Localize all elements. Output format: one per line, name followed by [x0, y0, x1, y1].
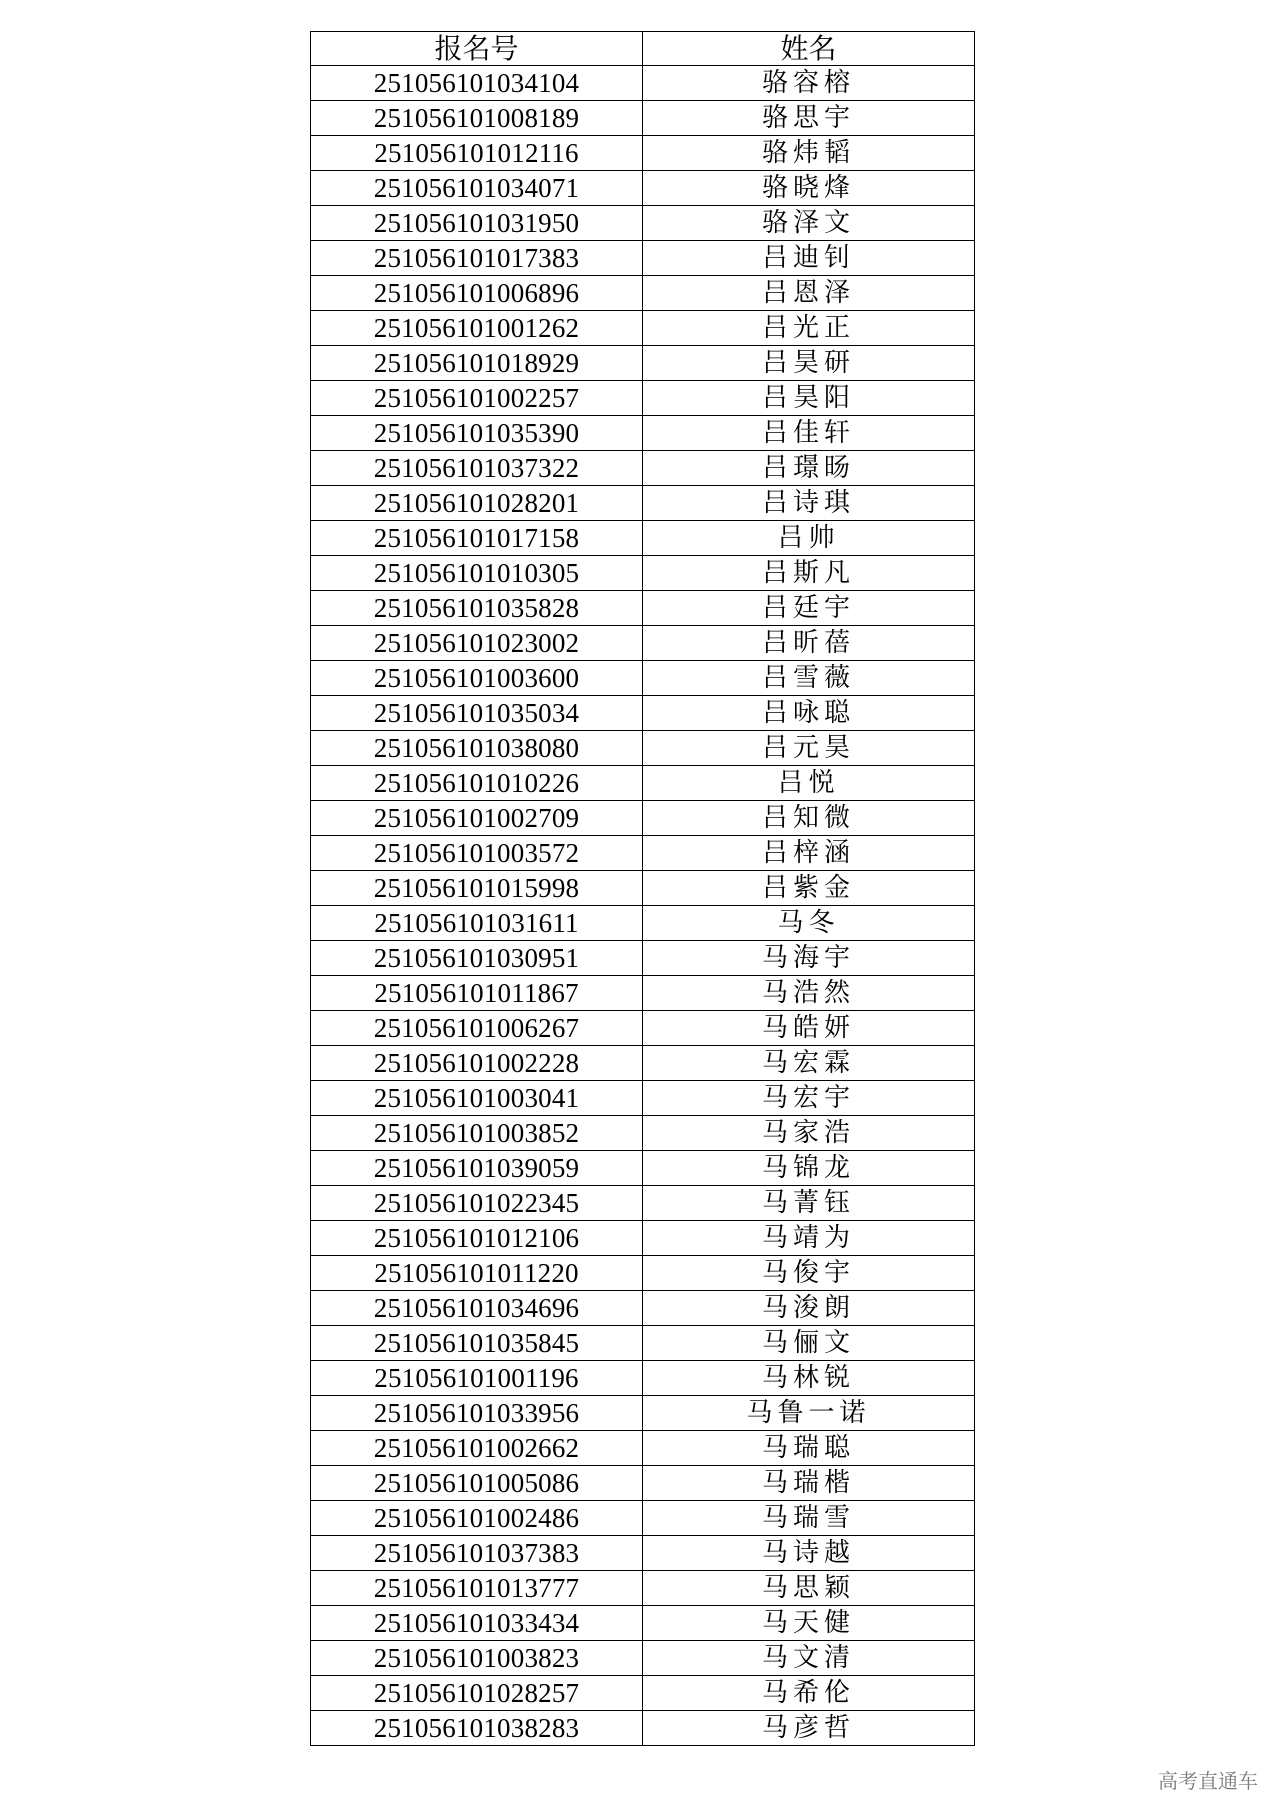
registration-number-cell: 251056101033434	[311, 1606, 643, 1641]
name-cell: 骆思宇	[643, 101, 975, 136]
table-row	[311, 1641, 975, 1676]
table-row	[311, 171, 975, 206]
table-row	[311, 836, 975, 871]
watermark: 高考直通车	[1158, 1769, 1258, 1793]
registration-number-cell: 251056101028257	[311, 1676, 643, 1711]
name-cell: 吕璟旸	[643, 451, 975, 486]
registration-number-cell: 251056101011220	[311, 1256, 643, 1291]
table-row	[311, 311, 975, 346]
name-cell: 马宏霖	[643, 1046, 975, 1081]
registration-number-cell: 251056101035845	[311, 1326, 643, 1361]
table-row	[311, 1676, 975, 1711]
registration-number-cell: 251056101023002	[311, 626, 643, 661]
name-cell: 吕恩泽	[643, 276, 975, 311]
table-header	[311, 32, 975, 66]
table-row	[311, 696, 975, 731]
name-cell: 马家浩	[643, 1116, 975, 1151]
registration-number-cell: 251056101011867	[311, 976, 643, 1011]
registration-number-cell: 251056101012106	[311, 1221, 643, 1256]
registration-number-cell: 251056101002662	[311, 1431, 643, 1466]
table-row	[311, 1116, 975, 1151]
name-cell: 骆容榕	[643, 66, 975, 101]
registration-number-cell: 251056101034696	[311, 1291, 643, 1326]
registration-number-cell: 251056101035034	[311, 696, 643, 731]
registration-number-cell: 251056101038080	[311, 731, 643, 766]
registration-number-cell: 251056101003041	[311, 1081, 643, 1116]
name-cell: 吕雪薇	[643, 661, 975, 696]
table-row	[311, 486, 975, 521]
table-row	[311, 1396, 975, 1431]
table-row	[311, 276, 975, 311]
table-row	[311, 136, 975, 171]
registration-number-cell: 251056101037322	[311, 451, 643, 486]
table-row	[311, 731, 975, 766]
registration-number-cell: 251056101002257	[311, 381, 643, 416]
table-row	[311, 1606, 975, 1641]
name-cell: 吕诗琪	[643, 486, 975, 521]
table-row	[311, 801, 975, 836]
table-row	[311, 1221, 975, 1256]
registration-number-cell: 251056101001196	[311, 1361, 643, 1396]
name-cell: 骆泽文	[643, 206, 975, 241]
registration-number-cell: 251056101031611	[311, 906, 643, 941]
registration-number-cell: 251056101037383	[311, 1536, 643, 1571]
table-body	[311, 66, 975, 1746]
name-cell: 吕佳轩	[643, 416, 975, 451]
registration-number-cell: 251056101035390	[311, 416, 643, 451]
name-cell: 马浚朗	[643, 1291, 975, 1326]
name-cell: 骆晓烽	[643, 171, 975, 206]
name-cell: 吕昊研	[643, 346, 975, 381]
name-cell: 马诗越	[643, 1536, 975, 1571]
name-cell: 吕悦	[643, 766, 975, 801]
registration-number-cell: 251056101034104	[311, 66, 643, 101]
registration-number-cell: 251056101001262	[311, 311, 643, 346]
name-cell: 吕咏聪	[643, 696, 975, 731]
name-cell: 吕帅	[643, 521, 975, 556]
header-registration-number: 报名号	[311, 32, 643, 66]
registration-number-cell: 251056101017383	[311, 241, 643, 276]
registration-number-cell: 251056101013777	[311, 1571, 643, 1606]
name-cell: 马皓妍	[643, 1011, 975, 1046]
registration-number-cell: 251056101002709	[311, 801, 643, 836]
registration-number-cell: 251056101003852	[311, 1116, 643, 1151]
registration-number-cell: 251056101038283	[311, 1711, 643, 1746]
name-cell: 马鲁一诺	[643, 1396, 975, 1431]
header-row	[311, 32, 975, 66]
registration-number-cell: 251056101010226	[311, 766, 643, 801]
registration-number-cell: 251056101034071	[311, 171, 643, 206]
table-row	[311, 1291, 975, 1326]
name-cell: 吕梓涵	[643, 836, 975, 871]
table-row	[311, 1501, 975, 1536]
name-cell: 马冬	[643, 906, 975, 941]
name-cell: 马瑞雪	[643, 1501, 975, 1536]
table-row	[311, 556, 975, 591]
registration-number-cell: 251056101003600	[311, 661, 643, 696]
registration-number-cell: 251056101006896	[311, 276, 643, 311]
table-row	[311, 381, 975, 416]
name-cell: 马菁钰	[643, 1186, 975, 1221]
name-cell: 吕知微	[643, 801, 975, 836]
table-row	[311, 1011, 975, 1046]
name-cell: 马锦龙	[643, 1151, 975, 1186]
name-cell: 吕廷宇	[643, 591, 975, 626]
table-row	[311, 626, 975, 661]
table-row	[311, 766, 975, 801]
table-row	[311, 871, 975, 906]
name-cell: 马天健	[643, 1606, 975, 1641]
name-cell: 吕迪钊	[643, 241, 975, 276]
roster-table	[310, 31, 975, 1746]
name-cell: 吕光正	[643, 311, 975, 346]
registration-number-cell: 251056101035828	[311, 591, 643, 626]
table-row	[311, 1571, 975, 1606]
registration-number-cell: 251056101006267	[311, 1011, 643, 1046]
table-row	[311, 346, 975, 381]
name-cell: 马希伦	[643, 1676, 975, 1711]
name-cell: 马文清	[643, 1641, 975, 1676]
table-row	[311, 521, 975, 556]
registration-number-cell: 251056101008189	[311, 101, 643, 136]
table-row	[311, 1431, 975, 1466]
name-cell: 吕紫金	[643, 871, 975, 906]
name-cell: 吕昊阳	[643, 381, 975, 416]
name-cell: 马靖为	[643, 1221, 975, 1256]
table-row	[311, 1536, 975, 1571]
table-row	[311, 1186, 975, 1221]
table-row	[311, 1711, 975, 1746]
registration-number-cell: 251056101022345	[311, 1186, 643, 1221]
table-row	[311, 1046, 975, 1081]
table-row	[311, 66, 975, 101]
table-row	[311, 241, 975, 276]
name-cell: 吕斯凡	[643, 556, 975, 591]
table-row	[311, 1326, 975, 1361]
name-cell: 马海宇	[643, 941, 975, 976]
table-row	[311, 661, 975, 696]
registration-number-cell: 251056101002486	[311, 1501, 643, 1536]
registration-number-cell: 251056101017158	[311, 521, 643, 556]
name-cell: 马思颖	[643, 1571, 975, 1606]
name-cell: 马浩然	[643, 976, 975, 1011]
name-cell: 吕昕蓓	[643, 626, 975, 661]
table-row	[311, 591, 975, 626]
registration-number-cell: 251056101002228	[311, 1046, 643, 1081]
table-row	[311, 101, 975, 136]
table-row	[311, 941, 975, 976]
table-row	[311, 1256, 975, 1291]
registration-number-cell: 251056101031950	[311, 206, 643, 241]
table-row	[311, 1466, 975, 1501]
name-cell: 马宏宇	[643, 1081, 975, 1116]
registration-number-cell: 251056101003572	[311, 836, 643, 871]
registration-number-cell: 251056101018929	[311, 346, 643, 381]
table-row	[311, 906, 975, 941]
name-cell: 骆炜韬	[643, 136, 975, 171]
name-cell: 吕元昊	[643, 731, 975, 766]
name-cell: 马瑞聪	[643, 1431, 975, 1466]
table-row	[311, 1361, 975, 1396]
registration-number-cell: 251056101028201	[311, 486, 643, 521]
registration-number-cell: 251056101039059	[311, 1151, 643, 1186]
table-row	[311, 1081, 975, 1116]
table-row	[311, 451, 975, 486]
name-cell: 马俊宇	[643, 1256, 975, 1291]
header-name: 姓名	[643, 32, 975, 66]
registration-number-cell: 251056101005086	[311, 1466, 643, 1501]
table-row	[311, 1151, 975, 1186]
registration-number-cell: 251056101010305	[311, 556, 643, 591]
table-row	[311, 206, 975, 241]
table-row	[311, 416, 975, 451]
name-cell: 马林锐	[643, 1361, 975, 1396]
name-cell: 马瑞楷	[643, 1466, 975, 1501]
registration-number-cell: 251056101033956	[311, 1396, 643, 1431]
registration-number-cell: 251056101030951	[311, 941, 643, 976]
registration-number-cell: 251056101003823	[311, 1641, 643, 1676]
registration-number-cell: 251056101015998	[311, 871, 643, 906]
table-row	[311, 976, 975, 1011]
registration-number-cell: 251056101012116	[311, 136, 643, 171]
name-cell: 马俪文	[643, 1326, 975, 1361]
name-cell: 马彦哲	[643, 1711, 975, 1746]
